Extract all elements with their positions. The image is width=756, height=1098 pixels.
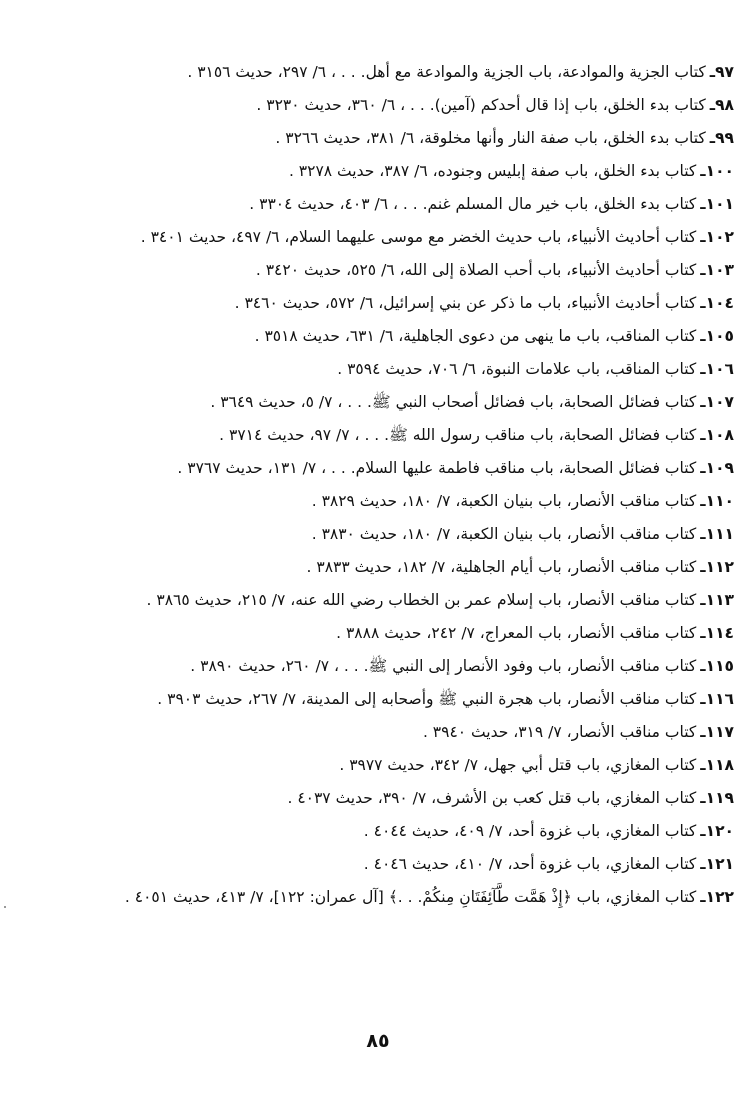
entry-number: ١٠٤ـ: [700, 294, 734, 312]
entry-text: كتاب مناقب الأنصار، باب بنيان الكعبة، ٧/ ١٨٠، حديث ٣٨٢٩ .: [311, 492, 697, 510]
entry-number: ١٠٣ـ: [700, 261, 734, 279]
list-item: [70, 650, 734, 683]
entry-text: كتاب فضائل الصحابة، باب فضائل أصحاب النبي ﷺ. . . ، ٧/ ٥، حديث ٣٦٤٩ .: [210, 393, 697, 411]
list-item: [70, 584, 734, 617]
list-item: [70, 782, 734, 815]
list-item: [70, 122, 734, 155]
list-item: [70, 749, 734, 782]
entry-number: ١١٤ـ: [700, 624, 734, 642]
entry-text: كتاب مناقب الأنصار، باب المعراج، ٧/ ٢٤٢، حديث ٣٨٨٨ .: [336, 624, 697, 642]
list-item: [70, 155, 734, 188]
entry-number: ٩٨ـ: [709, 96, 734, 114]
entry-number: ١٠٩ـ: [700, 459, 734, 477]
list-item: [70, 419, 734, 452]
entry-number: ١٢٢ـ: [700, 888, 734, 906]
entry-number: ١٠٥ـ: [700, 327, 734, 345]
entry-number: ١١٦ـ: [700, 690, 734, 708]
entry-text: كتاب مناقب الأنصار، ٧/ ٣١٩، حديث ٣٩٤٠ .: [422, 723, 697, 741]
entry-number: ٩٧ـ: [709, 63, 734, 81]
entry-text: كتاب أحاديث الأنبياء، باب ما ذكر عن بني إسرائيل، ٦/ ٥٧٢، حديث ٣٤٦٠ .: [234, 294, 697, 312]
entry-number: ١١٥ـ: [700, 657, 734, 675]
margin-dot: [4, 906, 6, 908]
list-item: [70, 848, 734, 881]
entry-number: ١١٩ـ: [700, 789, 734, 807]
entry-text: كتاب المغازي، باب قتل كعب بن الأشرف، ٧/ ٣٩٠، حديث ٤٠٣٧ .: [287, 789, 697, 807]
list-item: [70, 683, 734, 716]
entry-number: ١٢١ـ: [700, 855, 734, 873]
entry-text: كتاب المغازي، باب غزوة أحد، ٧/ ٤٠٩، حديث ٤٠٤٤ .: [363, 822, 697, 840]
entry-text: كتاب المغازي، باب ﴿إِذْ هَمَّت طَّآئِفَتَانِ مِنكُمْ. . .﴾ [آل عمران: ١٢٢]، ٧/ ٤١٣، حديث ٤٠٥١ .: [124, 888, 697, 906]
list-item: [70, 452, 734, 485]
entry-number: ١٠٧ـ: [700, 393, 734, 411]
list-item: [70, 320, 734, 353]
list-item: [70, 188, 734, 221]
entry-text: كتاب الجزية والموادعة، باب الجزية والموادعة مع أهل. . . ، ٦/ ٢٩٧، حديث ٣١٥٦ .: [187, 63, 706, 81]
entry-text: كتاب مناقب الأنصار، باب وفود الأنصار إلى النبي ﷺ. . . ، ٧/ ٢٦٠، حديث ٣٨٩٠ .: [190, 657, 697, 675]
entry-text: كتاب أحاديث الأنبياء، باب حديث الخضر مع موسى عليهما السلام، ٦/ ٤٩٧، حديث ٣٤٠١ .: [140, 228, 697, 246]
list-item: [70, 386, 734, 419]
entry-text: كتاب مناقب الأنصار، باب بنيان الكعبة، ٧/ ١٨٠، حديث ٣٨٣٠ .: [311, 525, 697, 543]
page-number: ٨٥: [366, 1030, 390, 1052]
entry-number: ٩٩ـ: [709, 129, 734, 147]
entry-number: ١١١ـ: [700, 525, 734, 543]
entry-number: ١٠٢ـ: [700, 228, 734, 246]
entry-text: كتاب المناقب، باب ما ينهى من دعوى الجاهلية، ٦/ ٦٣١، حديث ٣٥١٨ .: [254, 327, 697, 345]
list-item: [70, 617, 734, 650]
entry-text: كتاب أحاديث الأنبياء، باب أحب الصلاة إلى الله، ٦/ ٥٢٥، حديث ٣٤٢٠ .: [255, 261, 697, 279]
entry-number: ١١٧ـ: [700, 723, 734, 741]
entry-text: كتاب مناقب الأنصار، باب إسلام عمر بن الخطاب رضي الله عنه، ٧/ ٢١٥، حديث ٣٨٦٥ .: [146, 591, 697, 609]
list-item: [70, 56, 734, 89]
list-item: [70, 287, 734, 320]
entry-text: كتاب فضائل الصحابة، باب مناقب رسول الله ﷺ. . . ، ٧/ ٩٧، حديث ٣٧١٤ .: [219, 426, 697, 444]
list-item: [70, 518, 734, 551]
list-item: [70, 221, 734, 254]
entry-text: كتاب بدء الخلق، باب صفة النار وأنها مخلوقة، ٦/ ٣٨١، حديث ٣٢٦٦ .: [275, 129, 706, 147]
list-item: [70, 254, 734, 287]
entry-number: ١٠٦ـ: [700, 360, 734, 378]
entry-number: ١١٣ـ: [700, 591, 734, 609]
entry-text: كتاب مناقب الأنصار، باب أيام الجاهلية، ٧/ ١٨٢، حديث ٣٨٣٣ .: [306, 558, 697, 576]
entry-number: ١٠١ـ: [700, 195, 734, 213]
entry-number: ١١٠ـ: [700, 492, 734, 510]
list-item: [70, 716, 734, 749]
entry-text: كتاب المغازي، باب قتل أبي جهل، ٧/ ٣٤٢، حديث ٣٩٧٧ .: [339, 756, 697, 774]
entry-text: كتاب بدء الخلق، باب خير مال المسلم غنم. . . ، ٦/ ٤٠٣، حديث ٣٣٠٤ .: [249, 195, 697, 213]
entry-number: ١٢٠ـ: [700, 822, 734, 840]
entry-number: ١٠٠ـ: [700, 162, 734, 180]
list-item: [70, 551, 734, 584]
list-item: [70, 881, 734, 914]
entry-text: كتاب فضائل الصحابة، باب مناقب فاطمة عليها السلام. . . ، ٧/ ١٣١، حديث ٣٧٦٧ .: [177, 459, 697, 477]
hadith-reference-list: [70, 56, 734, 914]
list-item: [70, 353, 734, 386]
entry-text: كتاب المناقب، باب علامات النبوة، ٦/ ٧٠٦، حديث ٣٥٩٤ .: [337, 360, 697, 378]
entry-number: ١١٢ـ: [700, 558, 734, 576]
entry-text: كتاب مناقب الأنصار، باب هجرة النبي ﷺ وأصحابه إلى المدينة، ٧/ ٢٦٧، حديث ٣٩٠٣ .: [157, 690, 697, 708]
list-item: [70, 89, 734, 122]
entry-number: ١١٨ـ: [700, 756, 734, 774]
entry-text: كتاب بدء الخلق، باب إذا قال أحدكم (آمين). . . ، ٦/ ٣٦٠، حديث ٣٢٣٠ .: [256, 96, 706, 114]
entry-text: كتاب بدء الخلق، باب صفة إبليس وجنوده، ٦/ ٣٨٧، حديث ٣٢٧٨ .: [288, 162, 697, 180]
list-item: [70, 815, 734, 848]
list-item: [70, 485, 734, 518]
entry-number: ١٠٨ـ: [700, 426, 734, 444]
entry-text: كتاب المغازي، باب غزوة أحد، ٧/ ٤١٠، حديث ٤٠٤٦ .: [363, 855, 697, 873]
